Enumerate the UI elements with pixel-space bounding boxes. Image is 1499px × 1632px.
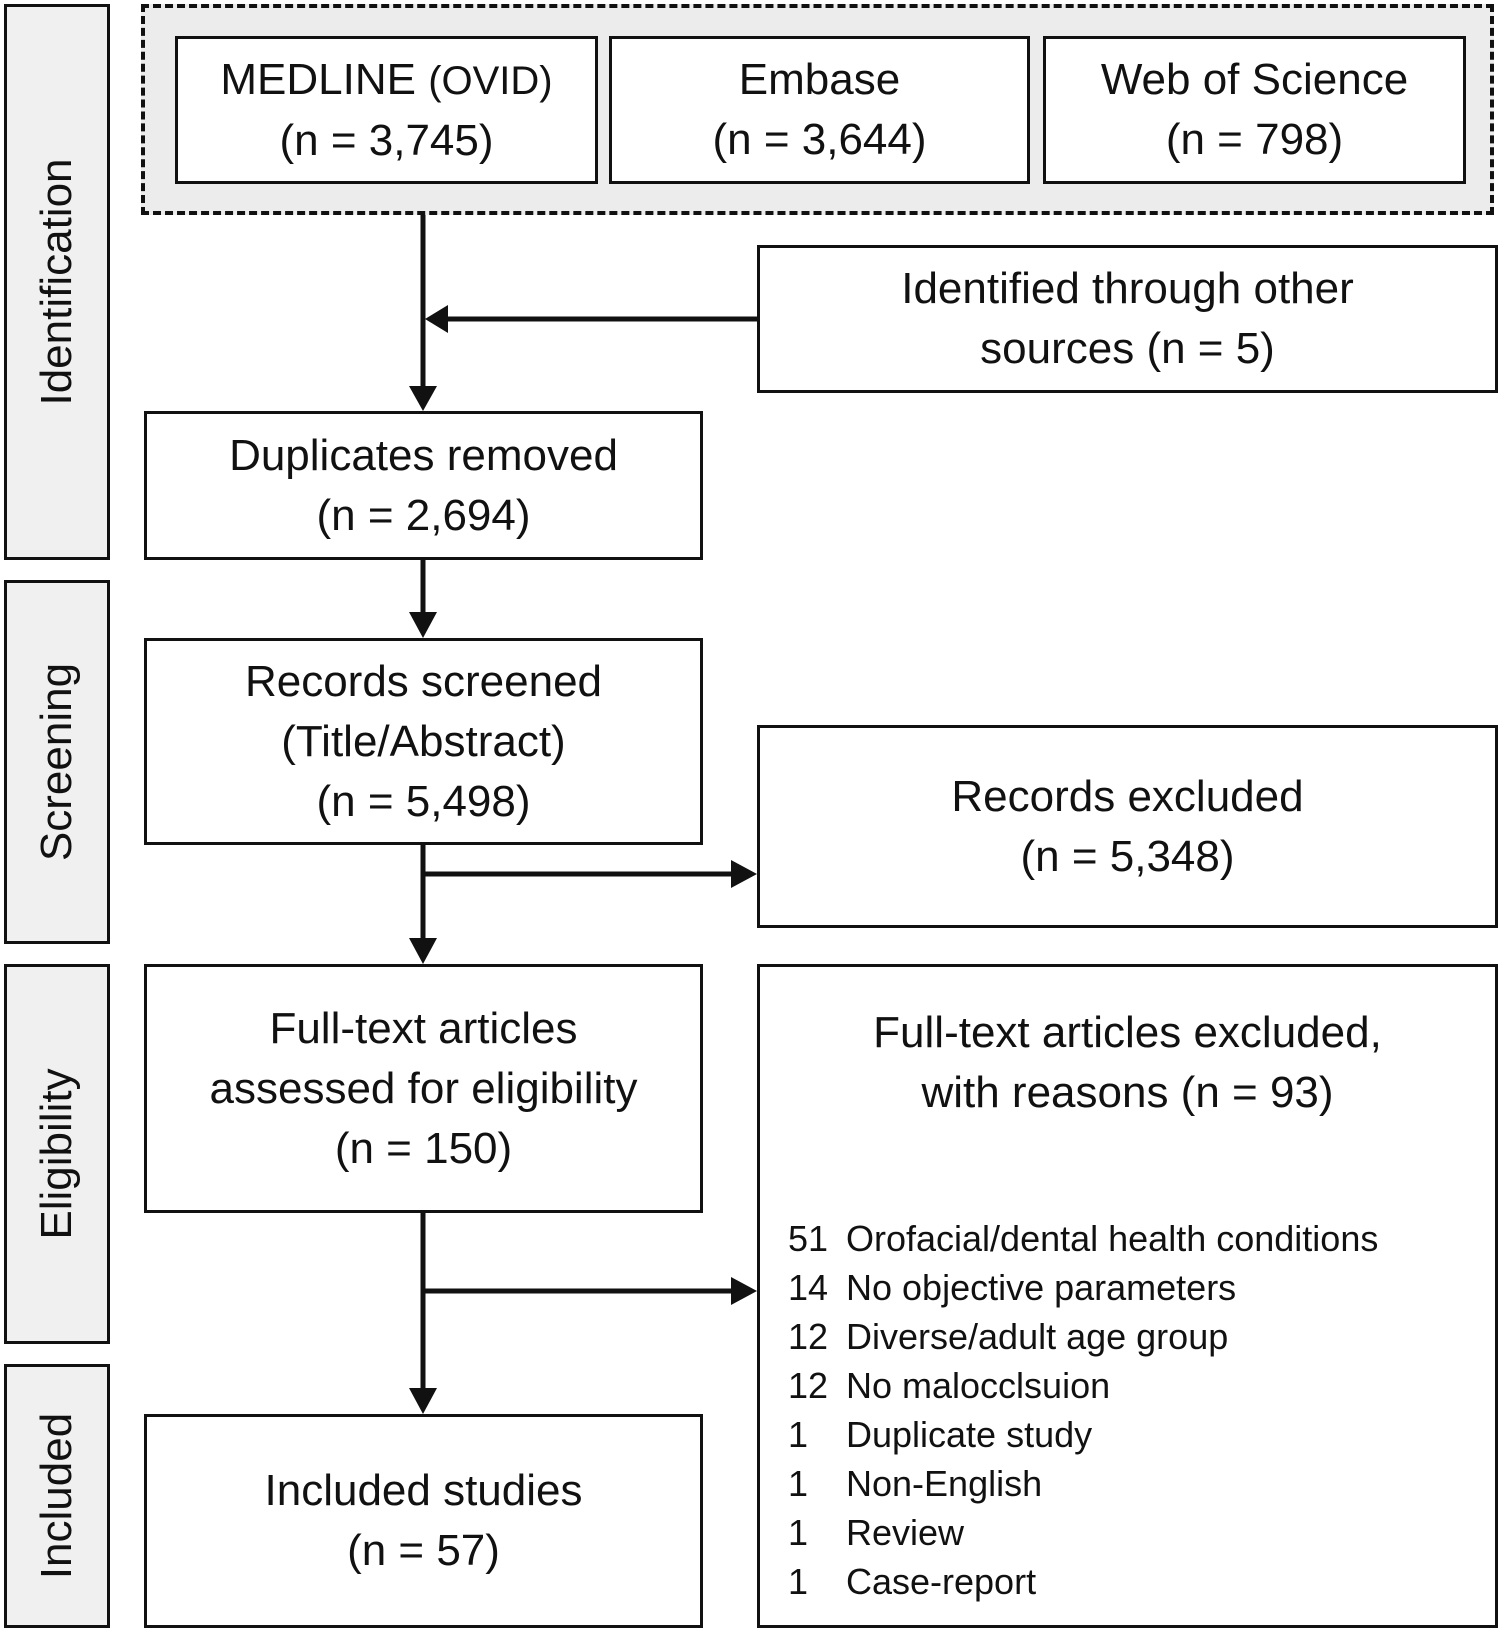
fulltext-excluded-line1: Full-text articles excluded,: [873, 1008, 1382, 1057]
reason-label: Non-English: [846, 1463, 1043, 1504]
reason-count: 1: [788, 1463, 809, 1504]
medline-count: (n = 3,745): [279, 115, 494, 165]
web-of-science-name: Web of Science: [1100, 55, 1409, 104]
records-excluded-line1: Records excluded: [951, 771, 1304, 821]
fulltext-assessed-line1: Full-text articles: [269, 1003, 578, 1053]
reason-count: 51: [788, 1218, 829, 1259]
records-screened-line1: Records screened: [244, 656, 603, 706]
reason-count: 12: [788, 1316, 829, 1357]
arrowhead-other-sources: [425, 305, 448, 333]
stage-screening-label: Screening: [32, 662, 81, 862]
medline-qualifier: (OVID): [428, 58, 553, 103]
reason-label: No malocclsuion: [846, 1365, 1111, 1406]
embase-count: (n = 3,644): [712, 115, 927, 164]
records-screened-line2: (Title/Abstract): [281, 716, 566, 766]
reason-label: Case-report: [846, 1561, 1037, 1602]
records-excluded-line2: (n = 5,348): [1020, 831, 1235, 881]
included-studies-line1: Included studies: [264, 1466, 583, 1515]
stage-included-label: Included: [32, 1412, 81, 1580]
reason-label: Orofacial/dental health conditions: [846, 1218, 1379, 1259]
reason-label: Diverse/adult age group: [846, 1316, 1229, 1357]
web-of-science-count: (n = 798): [1165, 115, 1344, 164]
reason-count: 14: [788, 1267, 829, 1308]
reason-label: Review: [846, 1512, 965, 1553]
reason-label: Duplicate study: [846, 1414, 1093, 1455]
arrowhead-to-fulltext-excluded: [731, 1277, 757, 1305]
other-sources-line1: Identified through other: [901, 264, 1354, 313]
reason-label: No objective parameters: [846, 1267, 1237, 1308]
embase-name: Embase: [738, 55, 901, 104]
reason-count: 12: [788, 1365, 829, 1406]
arrowhead-to-fulltext: [409, 938, 437, 964]
other-sources-line2: sources (n = 5): [980, 324, 1275, 373]
arrowhead-to-screened: [409, 612, 437, 638]
reason-count: 1: [788, 1414, 809, 1455]
reason-count: 1: [788, 1512, 809, 1553]
stage-identification-label: Identification: [32, 158, 81, 406]
fulltext-assessed-line3: (n = 150): [334, 1123, 513, 1173]
records-screened-line3: (n = 5,498): [316, 776, 531, 826]
duplicates-removed-line2: (n = 2,694): [316, 490, 531, 540]
reason-count: 1: [788, 1561, 809, 1602]
stage-eligibility-label: Eligibility: [32, 1068, 81, 1240]
fulltext-excluded-line2: with reasons (n = 93): [921, 1068, 1334, 1117]
arrowhead-to-records-excluded: [731, 860, 757, 888]
medline-name: MEDLINE: [220, 54, 416, 104]
arrowhead-to-duplicates: [409, 386, 437, 411]
duplicates-removed-line1: Duplicates removed: [229, 430, 618, 480]
fulltext-assessed-line2: assessed for eligibility: [209, 1063, 638, 1113]
arrowhead-to-included: [409, 1388, 437, 1414]
included-studies-line2: (n = 57): [347, 1526, 500, 1575]
